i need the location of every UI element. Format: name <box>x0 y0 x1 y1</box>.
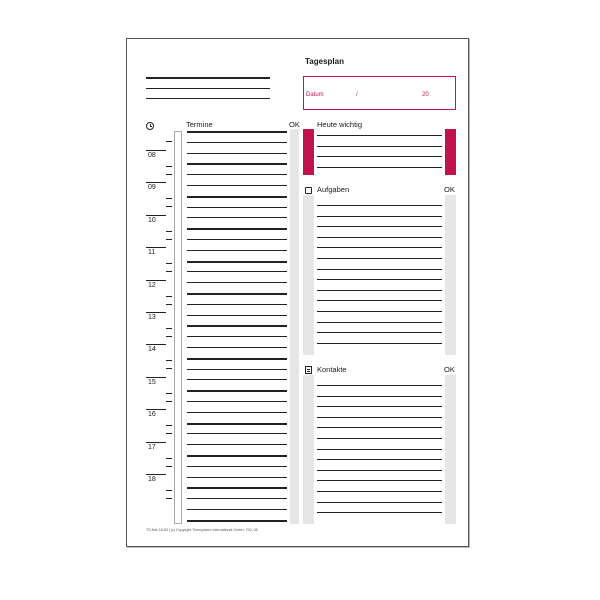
hour-tick-18 <box>146 474 166 475</box>
appointment-line[interactable] <box>187 271 287 272</box>
appointment-line[interactable] <box>187 477 287 478</box>
contact-line[interactable] <box>317 449 442 450</box>
appointment-line[interactable] <box>187 207 287 208</box>
page-title: Tagesplan <box>305 57 344 66</box>
important-header: Heute wichtig <box>317 120 363 129</box>
contact-line[interactable] <box>317 512 442 513</box>
address-book-icon <box>305 366 312 374</box>
task-line[interactable] <box>317 279 442 280</box>
appointment-line[interactable] <box>187 250 287 251</box>
appointment-line[interactable] <box>187 498 287 499</box>
half-tick <box>166 360 172 361</box>
appointment-line[interactable] <box>187 261 287 263</box>
task-line[interactable] <box>317 247 442 248</box>
task-line[interactable] <box>317 226 442 227</box>
appointment-line[interactable] <box>187 379 287 380</box>
contact-line[interactable] <box>317 406 442 407</box>
appointment-line[interactable] <box>187 466 287 467</box>
hour-label-13: 13 <box>148 314 156 321</box>
half-tick <box>166 425 172 426</box>
hour-label-17: 17 <box>148 443 156 451</box>
half-tick <box>166 466 172 467</box>
hour-tick-14 <box>146 344 166 345</box>
termine-ok-column[interactable] <box>290 129 299 524</box>
time-rail <box>174 131 182 524</box>
planner-page <box>126 38 469 547</box>
important-marker-right <box>445 129 456 175</box>
contacts-header: Kontakte <box>317 365 347 374</box>
name-line-2[interactable] <box>146 88 270 89</box>
appointment-line[interactable] <box>187 239 287 240</box>
half-tick <box>166 271 172 272</box>
appointment-line[interactable] <box>187 455 287 457</box>
appointment-line[interactable] <box>187 390 287 392</box>
appointment-line[interactable] <box>187 304 287 305</box>
tasks-left-bar <box>303 195 314 355</box>
important-line[interactable] <box>317 135 442 136</box>
task-line[interactable] <box>317 237 442 238</box>
contact-line[interactable] <box>317 417 442 418</box>
half-tick <box>166 141 172 142</box>
contacts-ok-header: OK <box>444 365 455 374</box>
appointment-line[interactable] <box>187 163 287 165</box>
half-tick <box>166 490 172 491</box>
half-tick <box>166 433 172 434</box>
appointment-line[interactable] <box>187 228 287 230</box>
checkbox-icon <box>305 187 312 194</box>
appointment-line[interactable] <box>187 153 287 154</box>
hour-tick-16 <box>146 409 166 410</box>
hour-tick-08 <box>146 150 166 151</box>
contacts-left-bar <box>303 375 314 524</box>
appointment-line[interactable] <box>187 196 287 198</box>
half-tick <box>166 498 172 499</box>
appointment-line[interactable] <box>187 433 287 434</box>
appointment-line[interactable] <box>187 217 287 218</box>
task-line[interactable] <box>317 205 442 206</box>
name-line-3[interactable] <box>146 98 270 99</box>
tasks-header: Aufgaben <box>317 185 350 194</box>
hour-tick-11 <box>146 247 166 248</box>
half-tick <box>166 304 172 305</box>
hour-label-16: 16 <box>148 411 156 419</box>
appointment-line[interactable] <box>187 347 287 348</box>
appointment-line[interactable] <box>187 369 287 370</box>
hour-tick-15 <box>146 377 166 378</box>
appointment-line[interactable] <box>187 325 287 327</box>
appointment-line[interactable] <box>187 423 287 425</box>
hour-label-15: 15 <box>148 378 156 386</box>
clock-icon <box>146 122 154 130</box>
hour-tick-09 <box>146 182 166 183</box>
half-tick <box>166 458 172 459</box>
hour-tick-13 <box>146 312 166 313</box>
termine-header: Termine <box>186 120 213 129</box>
half-tick <box>166 336 172 337</box>
hour-tick-12 <box>146 280 166 281</box>
contact-line[interactable] <box>317 396 442 397</box>
contact-line[interactable] <box>317 438 442 439</box>
important-line[interactable] <box>317 156 442 157</box>
appointment-line[interactable] <box>187 142 287 143</box>
half-tick <box>166 401 172 402</box>
half-tick <box>166 198 172 199</box>
appointment-line[interactable] <box>187 358 287 360</box>
contact-line[interactable] <box>317 470 442 471</box>
hour-label-18: 18 <box>148 476 156 483</box>
appointment-line[interactable] <box>187 174 287 175</box>
contact-line[interactable] <box>317 459 442 460</box>
appointment-line[interactable] <box>187 487 287 489</box>
task-line[interactable] <box>317 322 442 323</box>
contact-line[interactable] <box>317 427 442 428</box>
task-line[interactable] <box>317 332 442 333</box>
task-line[interactable] <box>317 300 442 301</box>
date-separator: / <box>356 92 358 98</box>
hour-label-11: 11 <box>148 249 156 257</box>
name-line-1[interactable] <box>146 77 270 79</box>
appointment-line[interactable] <box>187 509 287 510</box>
tasks-ok-column[interactable] <box>445 195 456 355</box>
hour-label-12: 12 <box>148 281 156 289</box>
appointment-line[interactable] <box>187 444 287 445</box>
termine-ok-header: OK <box>289 120 300 129</box>
contact-line[interactable] <box>317 502 442 503</box>
task-line[interactable] <box>317 216 442 217</box>
year-prefix: 20 <box>422 92 429 98</box>
task-line[interactable] <box>317 343 442 344</box>
hour-label-09: 09 <box>148 184 156 192</box>
appointment-line[interactable] <box>187 131 287 133</box>
appointment-line[interactable] <box>187 282 287 283</box>
hour-tick-10 <box>146 215 166 216</box>
contact-line[interactable] <box>317 480 442 481</box>
half-tick <box>166 166 172 167</box>
important-marker-left <box>303 129 314 175</box>
hour-label-14: 14 <box>148 346 156 354</box>
hour-label-08: 08 <box>148 152 156 159</box>
tasks-ok-header: OK <box>444 185 455 194</box>
half-tick <box>166 239 172 240</box>
contact-line[interactable] <box>317 491 442 492</box>
appointment-line[interactable] <box>187 336 287 337</box>
appointment-line[interactable] <box>187 315 287 316</box>
half-tick <box>166 328 172 329</box>
important-line[interactable] <box>317 167 442 168</box>
hour-label-10: 10 <box>148 216 156 224</box>
half-tick <box>166 368 172 369</box>
half-tick <box>166 206 172 207</box>
appointment-line[interactable] <box>187 412 287 413</box>
appointment-line[interactable] <box>187 293 287 295</box>
hour-tick-17 <box>146 442 166 443</box>
half-tick <box>166 231 172 232</box>
contacts-ok-column[interactable] <box>445 375 456 524</box>
half-tick <box>166 174 172 175</box>
datum-label: Datum <box>306 92 324 98</box>
contact-line[interactable] <box>317 385 442 386</box>
task-line[interactable] <box>317 311 442 312</box>
important-line[interactable] <box>317 146 442 147</box>
half-tick <box>166 263 172 264</box>
appointment-line[interactable] <box>187 520 287 522</box>
appointment-line[interactable] <box>187 185 287 186</box>
date-field[interactable] <box>303 76 456 110</box>
task-line[interactable] <box>317 290 442 291</box>
appointment-line[interactable] <box>187 401 287 402</box>
task-line[interactable] <box>317 258 442 259</box>
half-tick <box>166 296 172 297</box>
copyright-footer: TS-Nat 11153 | (c) Copyright Timesystem International GmbH, 700, 08 <box>146 528 258 532</box>
half-tick <box>166 393 172 394</box>
task-line[interactable] <box>317 269 442 270</box>
